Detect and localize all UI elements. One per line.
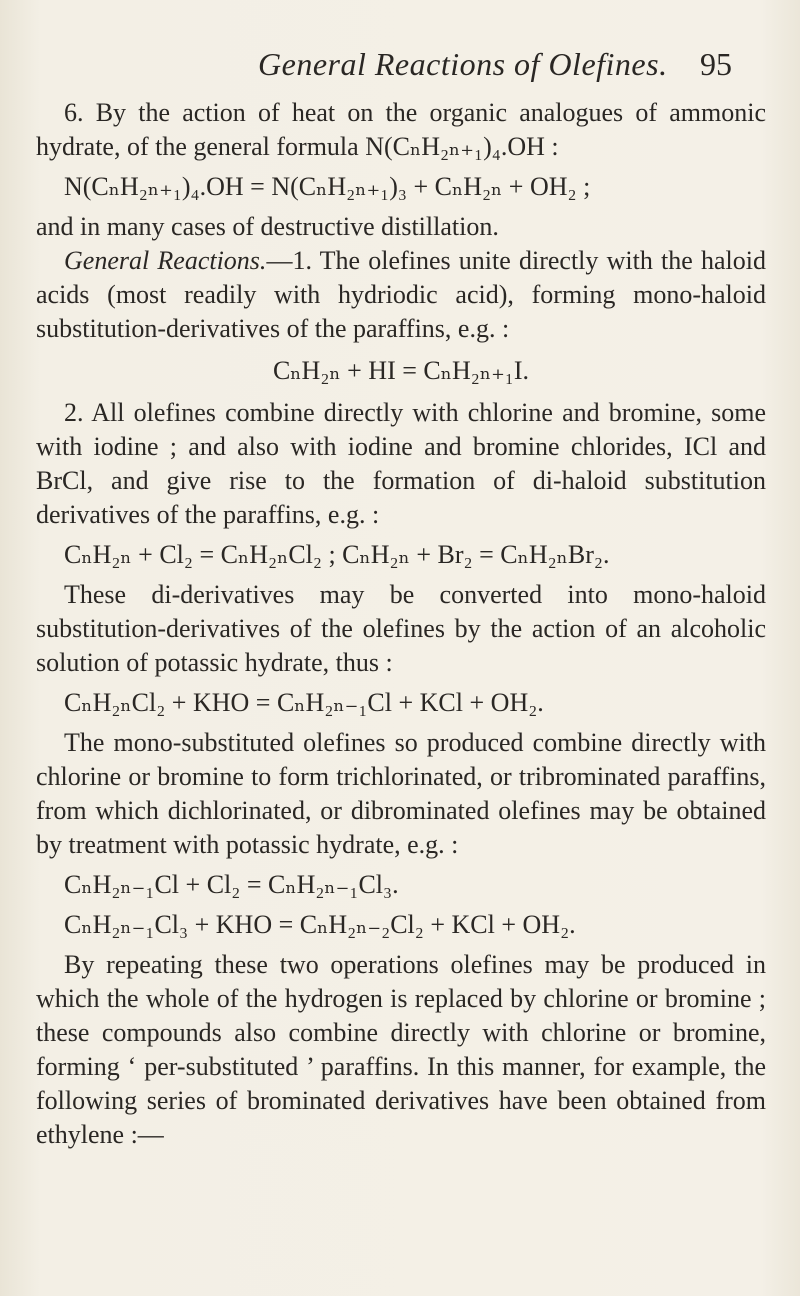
equation-1: N(CₙH₂ₙ₊₁)₄.OH = N(CₙH₂ₙ₊₁)₃ + CₙH₂ₙ + OH₂ ; [64, 172, 591, 201]
paragraph-6: The mono-substituted olefines so produced combine directly with chlorine or bromine to form trichlorinated, or tribrominated paraffins, from which dichlorinated, or dibrominated olefines may be obtained by treatment with potassic hydrate, e.g. : [36, 728, 766, 859]
page-number: 95 [700, 46, 732, 82]
equation-6: CₙH₂ₙ₋₁Cl₃ + KHO = CₙH₂ₙ₋₂Cl₂ + KCl + OH₂. [64, 910, 576, 939]
equation-3: CₙH₂ₙ + Cl₂ = CₙH₂ₙCl₂ ; CₙH₂ₙ + Br₂ = CₙH₂ₙBr₂. [64, 540, 610, 569]
equation-2: CₙH₂ₙ + HI = CₙH₂ₙ₊₁I. [272, 356, 530, 385]
page-header [0, 46, 800, 86]
paragraph-3 [36, 244, 766, 346]
paragraph-4: 2. All olefines combine directly with chlorine and bromine, some with iodine ; and also with iodine and bromine chlorides, ICl and BrCl, and give rise to the formation of di-haloid substitution derivatives of the paraffins, e.g. : [36, 398, 766, 529]
equation-4: CₙH₂ₙCl₂ + KHO = CₙH₂ₙ₋₁Cl + KCl + OH₂. [64, 688, 544, 717]
paragraph-5: These di-derivatives may be converted into mono-haloid substitution-derivatives of the olefines by the action of an alcoholic solution of potassic hydrate, thus : [36, 580, 766, 677]
paragraph-3-text: —1. The olefines unite directly with the haloid acids (most readily with hydriodic acid), forming mono-haloid substitution-derivatives of the paraffins, e.g. : [36, 246, 766, 343]
paragraph-1: 6. By the action of heat on the organic analogues of ammonic hydrate, of the general formula N(CₙH₂ₙ₊₁)₄.OH : [36, 98, 766, 161]
equation-5: CₙH₂ₙ₋₁Cl + Cl₂ = CₙH₂ₙ₋₁Cl₃. [64, 870, 399, 899]
running-title: General Reactions of Olefines. [258, 46, 668, 82]
page-body [36, 96, 766, 1152]
paragraph-7: By repeating these two operations olefines may be produced in which the whole of the hydrogen is replaced by chlorine or bromine ; these compounds also combine directly with chlorine or bromine, forming ‘ per-substituted ’ paraffins. In this manner, for example, the following series of brominated derivatives have been obtained from ethylene :— [36, 950, 766, 1149]
section-heading: General Reactions. [64, 246, 267, 275]
paragraph-2: and in many cases of destructive distillation. [36, 212, 499, 241]
